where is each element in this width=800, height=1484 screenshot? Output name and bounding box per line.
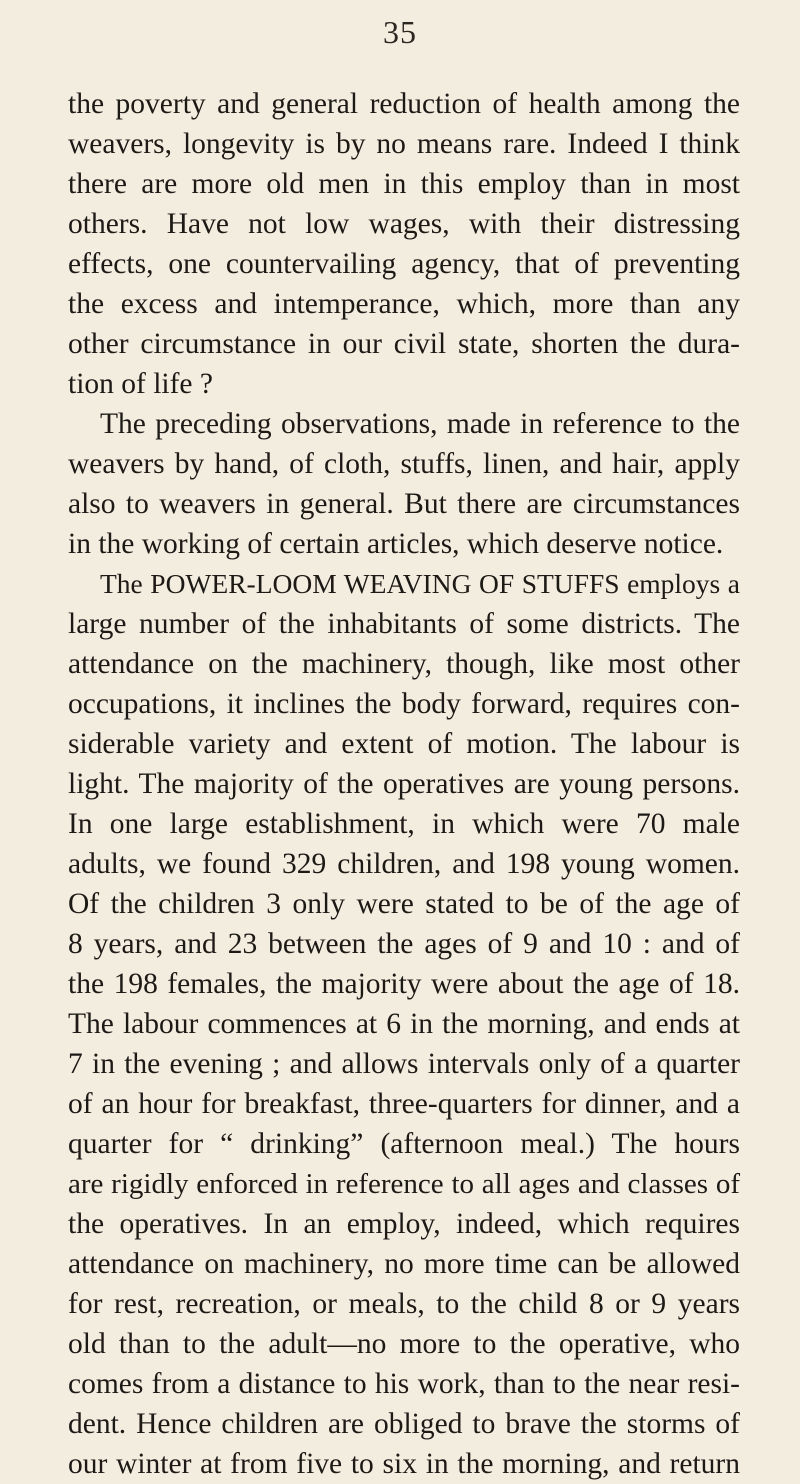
text-line: Of the children 3 only were stated to be of the age of [68,888,740,920]
text-line: also to weavers in general. But there are circumstances [68,488,740,520]
text-line: large number of the inhabitants of some districts. The [68,608,740,640]
text-line: quarter for “ drinking” (afternoon meal.) The hours [68,1128,740,1160]
text-line: for rest, recreation, or meals, to the child 8 or 9 years [68,1288,740,1320]
text-line: the 198 females, the majority were about the age of 18. [68,968,740,1000]
text-line: 8 years, and 23 between the ages of 9 and 10 : and of [68,928,740,960]
text-line: our winter at from five to six in the morning, and return [68,1448,740,1480]
text-line: the excess and intemperance, which, more than any [68,288,740,320]
text-line: light. The majority of the operatives are young persons. [68,768,740,800]
text-line: adults, we found 329 children, and 198 young women. [68,848,740,880]
text-line: In one large establishment, in which were 70 male [68,808,740,840]
text-line: tion of life ? [68,368,213,400]
text-line: The preceding observations, made in reference to the [100,408,740,440]
text-line: other circumstance in our civil state, shorten the dura- [68,328,740,360]
text-line: others. Have not low wages, with their distressing [68,208,740,240]
text-line: dent. Hence children are obliged to brave the storms of [68,1408,740,1440]
text-line: The labour commences at 6 in the morning, and ends at [68,1008,740,1040]
text-line: occupations, it inclines the body forward, requires con- [68,688,740,720]
text-line: the operatives. In an employ, indeed, which requires [68,1208,740,1240]
text-line: effects, one countervailing agency, that of preventing [68,248,740,280]
text-line: the poverty and general reduction of health among the [68,88,740,120]
text-line: there are more old men in this employ than in most [68,168,740,200]
text-line: 7 in the evening ; and allows intervals only of a quarter [68,1048,740,1080]
text-line: attendance on machinery, no more time can be allowed [68,1248,740,1280]
text-line: siderable variety and extent of motion. The labour is [68,728,740,760]
text-line: weavers, longevity is by no means rare. Indeed I think [68,128,740,160]
text-line: old than to the adult—no more to the operative, who [68,1328,740,1360]
text-line: weavers by hand, of cloth, stuffs, linen, and hair, apply [68,448,740,480]
text-line: comes from a distance to his work, than to the near resi- [68,1368,740,1400]
text-line: The POWER-LOOM WEAVING OF STUFFS employs a [100,568,740,599]
text-line: attendance on the machinery, though, like most other [68,648,740,680]
text-line: in the working of certain articles, which deserve notice. [68,528,724,560]
text-line: are rigidly enforced in reference to all ages and classes of [68,1168,740,1200]
page-number: 35 [383,14,417,50]
body-text [68,84,740,1484]
text-line: of an hour for breakfast, three-quarters for dinner, and a [68,1088,740,1120]
